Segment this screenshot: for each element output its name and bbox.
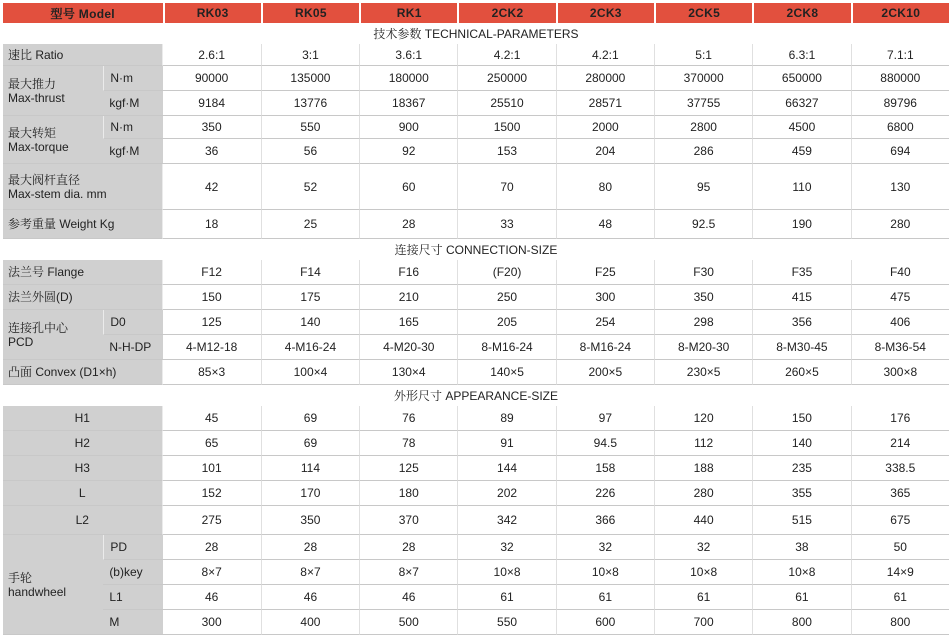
section-technical-title: 技术参数 TECHNICAL-PARAMETERS [3,23,949,44]
pcd-d0-label: D0 [103,310,162,335]
l-row-value: 280 [654,481,752,506]
weight-row-value: 18 [163,210,261,239]
handwheel-l1-value: 61 [457,585,555,610]
flange-od-row-value: 415 [752,285,850,310]
l2-row-value: 350 [261,506,359,535]
flange-od-row-value: 175 [261,285,359,310]
handwheel-m-value: 600 [556,610,654,635]
flange-od-row [3,285,949,310]
stem-value: 95 [654,164,752,210]
flange-row-value: F12 [163,260,261,285]
h1-row-value: 97 [556,406,654,431]
handwheel-l1-row [3,585,949,610]
weight-row-value: 280 [851,210,949,239]
pcd-nhdp-value: 8-M20-30 [654,335,752,360]
ratio-row-value: 4.2:1 [556,44,654,66]
stem-label-cn: 最大阀杆直径 [8,172,81,187]
convex-row-label: 凸面 Convex (D1×h) [3,360,163,385]
pcd-label [3,310,103,360]
model-name: 2CK10 [851,3,949,23]
handwheel-l1-label: L1 [103,585,162,610]
flange-od-row-value: 250 [457,285,555,310]
handwheel-pd-value: 32 [654,535,752,560]
weight-row-value: 33 [457,210,555,239]
handwheel-label [3,535,103,635]
thrust-kgf-value: 66327 [752,91,850,116]
thrust-nm-value: 650000 [752,66,850,91]
flange-od-row-value: 300 [556,285,654,310]
torque-kgf-value: 36 [163,139,261,164]
h1-row-value: 69 [261,406,359,431]
flange-row-value: F25 [556,260,654,285]
convex-row-value: 100×4 [261,360,359,385]
handwheel-key-value: 10×8 [752,560,850,585]
handwheel-l1-value: 46 [359,585,457,610]
pcd-nhdp-value: 8-M16-24 [556,335,654,360]
h3-row-value: 158 [556,456,654,481]
handwheel-key-value: 8×7 [261,560,359,585]
stem-value: 60 [359,164,457,210]
torque-nm-value: 2800 [654,116,752,139]
pcd-nhdp-value: 8-M16-24 [457,335,555,360]
ratio-row-value: 3.6:1 [359,44,457,66]
convex-row-value: 130×4 [359,360,457,385]
h1-row-value: 76 [359,406,457,431]
h3-row-label: H3 [3,456,163,481]
l2-row-value: 366 [556,506,654,535]
l2-row-value: 342 [457,506,555,535]
thrust-kgf-value: 89796 [851,91,949,116]
model-name: 2CK2 [457,3,555,23]
stem-value: 70 [457,164,555,210]
thrust-kgf-value: 13776 [261,91,359,116]
weight-row-value: 25 [261,210,359,239]
model-name: RK1 [359,3,457,23]
h3-row-value: 101 [163,456,261,481]
h1-row-value: 150 [752,406,850,431]
pcd-d0-value: 254 [556,310,654,335]
handwheel-key-value: 10×8 [556,560,654,585]
l-row [3,481,949,506]
h2-row-value: 69 [261,431,359,456]
flange-row-label: 法兰号 Flange [3,260,163,285]
torque-label-en: Max-torque [8,139,69,154]
flange-row-value: F14 [261,260,359,285]
handwheel-key-value: 10×8 [457,560,555,585]
handwheel-m-value: 400 [261,610,359,635]
h1-row-value: 89 [457,406,555,431]
ratio-row-value: 2.6:1 [163,44,261,66]
pcd-d0-row [3,310,949,335]
flange-row-value: (F20) [457,260,555,285]
h2-row [3,431,949,456]
torque-nm-row [3,116,949,139]
thrust-nm-value: 250000 [457,66,555,91]
convex-row-value: 300×8 [851,360,949,385]
thrust-nm-value: 180000 [359,66,457,91]
handwheel-l1-value: 61 [654,585,752,610]
l-row-label: L [3,481,163,506]
ratio-row-label: 速比 Ratio [3,44,163,66]
pcd-nhdp-value: 8-M36-54 [851,335,949,360]
weight-row-value: 48 [556,210,654,239]
l2-row-value: 675 [851,506,949,535]
flange-row-value: F30 [654,260,752,285]
thrust-nm-row [3,66,949,91]
pcd-nhdp-value: 4-M16-24 [261,335,359,360]
weight-row-value: 190 [752,210,850,239]
model-name: 2CK5 [654,3,752,23]
thrust-kgf-value: 18367 [359,91,457,116]
handwheel-key-value: 14×9 [851,560,949,585]
h2-row-value: 65 [163,431,261,456]
ratio-row [3,44,949,66]
handwheel-key-label: (b)key [103,560,162,585]
pcd-nhdp-value: 4-M12-18 [163,335,261,360]
torque-kgf-label: kgf·M [103,139,162,164]
h3-row-value: 114 [261,456,359,481]
l2-row-value: 275 [163,506,261,535]
thrust-kgf-value: 28571 [556,91,654,116]
thrust-kgf-label: kgf·M [103,91,162,116]
torque-nm-value: 1500 [457,116,555,139]
stem-value: 42 [163,164,261,210]
h2-row-value: 94.5 [556,431,654,456]
thrust-nm-value: 90000 [163,66,261,91]
thrust-label-cn: 最大推力 [8,76,57,91]
torque-kgf-value: 56 [261,139,359,164]
torque-nm-value: 550 [261,116,359,139]
h3-row-value: 125 [359,456,457,481]
h1-row-value: 176 [851,406,949,431]
handwheel-pd-value: 28 [359,535,457,560]
section-connection-title: 连接尺寸 CONNECTION-SIZE [3,239,949,260]
handwheel-l1-value: 61 [556,585,654,610]
h3-row-value: 338.5 [851,456,949,481]
flange-od-row-value: 210 [359,285,457,310]
h1-row [3,406,949,431]
convex-row-value: 85×3 [163,360,261,385]
header-row [3,3,949,23]
l-row-value: 180 [359,481,457,506]
torque-kgf-value: 459 [752,139,850,164]
handwheel-pd-value: 38 [752,535,850,560]
thrust-nm-value: 135000 [261,66,359,91]
l-row-value: 202 [457,481,555,506]
h2-row-label: H2 [3,431,163,456]
l2-row-value: 515 [752,506,850,535]
l-row-value: 226 [556,481,654,506]
flange-row-value: F16 [359,260,457,285]
pcd-d0-value: 356 [752,310,850,335]
weight-row-value: 28 [359,210,457,239]
ratio-row-value: 3:1 [261,44,359,66]
handwheel-pd-value: 28 [163,535,261,560]
model-name: RK03 [163,3,261,23]
spec-table [3,3,949,635]
handwheel-m-row [3,610,949,635]
torque-label [3,116,103,164]
h2-row-value: 91 [457,431,555,456]
stem-label [3,164,163,210]
ratio-row-value: 6.3:1 [752,44,850,66]
flange-row [3,260,949,285]
convex-row-value: 260×5 [752,360,850,385]
l2-row-value: 440 [654,506,752,535]
thrust-kgf-value: 25510 [457,91,555,116]
torque-kgf-value: 694 [851,139,949,164]
torque-nm-value: 4500 [752,116,850,139]
pcd-nhdp-value: 8-M30-45 [752,335,850,360]
section-appearance-title: 外形尺寸 APPEARANCE-SIZE [3,385,949,406]
l-row-value: 170 [261,481,359,506]
stem-value: 110 [752,164,850,210]
handwheel-m-label: M [103,610,162,635]
thrust-nm-value: 280000 [556,66,654,91]
flange-od-row-value: 350 [654,285,752,310]
h1-row-value: 45 [163,406,261,431]
handwheel-pd-value: 32 [457,535,555,560]
torque-kgf-row [3,139,949,164]
model-name: 2CK3 [556,3,654,23]
model-header: 型号 Model [3,3,163,23]
weight-row-value: 92.5 [654,210,752,239]
stem-label-en: Max-stem dia. mm [8,186,107,201]
thrust-kgf-value: 37755 [654,91,752,116]
torque-label-cn: 最大转矩 [8,125,57,140]
weight-row [3,210,949,239]
stem-value: 52 [261,164,359,210]
model-name: 2CK8 [752,3,850,23]
handwheel-key-value: 8×7 [359,560,457,585]
handwheel-m-value: 800 [851,610,949,635]
h3-row-value: 144 [457,456,555,481]
l2-row [3,506,949,535]
pcd-d0-value: 165 [359,310,457,335]
handwheel-l1-value: 61 [752,585,850,610]
section-connection [3,239,949,260]
handwheel-l1-value: 61 [851,585,949,610]
flange-od-row-label: 法兰外圆(D) [3,285,163,310]
l-row-value: 365 [851,481,949,506]
weight-row-label: 参考重量 Weight Kg [3,210,163,239]
flange-row-value: F40 [851,260,949,285]
handwheel-pd-row [3,535,949,560]
ratio-row-value: 7.1:1 [851,44,949,66]
convex-row-value: 200×5 [556,360,654,385]
ratio-row-value: 4.2:1 [457,44,555,66]
l2-row-label: L2 [3,506,163,535]
section-appearance [3,385,949,406]
handwheel-label-en: handwheel [8,584,67,599]
h2-row-value: 214 [851,431,949,456]
thrust-nm-label: N·m [103,66,162,91]
convex-row-value: 230×5 [654,360,752,385]
h2-row-value: 140 [752,431,850,456]
torque-nm-value: 900 [359,116,457,139]
handwheel-key-row [3,560,949,585]
torque-nm-label: N·m [103,116,162,139]
torque-kgf-value: 204 [556,139,654,164]
h1-row-label: H1 [3,406,163,431]
flange-row-value: F35 [752,260,850,285]
h3-row-value: 235 [752,456,850,481]
pcd-nhdp-row [3,335,949,360]
h1-row-value: 120 [654,406,752,431]
ratio-row-value: 5:1 [654,44,752,66]
model-name: RK05 [261,3,359,23]
pcd-nhdp-value: 4-M20-30 [359,335,457,360]
pcd-label-en: PCD [8,334,34,349]
handwheel-pd-label: PD [103,535,162,560]
handwheel-pd-value: 32 [556,535,654,560]
pcd-d0-value: 140 [261,310,359,335]
thrust-nm-value: 880000 [851,66,949,91]
pcd-label-cn: 连接孔中心 [8,320,69,335]
thrust-kgf-value: 9184 [163,91,261,116]
section-technical [3,23,949,44]
pcd-d0-value: 298 [654,310,752,335]
pcd-d0-value: 125 [163,310,261,335]
torque-kgf-value: 286 [654,139,752,164]
torque-nm-value: 350 [163,116,261,139]
torque-nm-value: 6800 [851,116,949,139]
flange-od-row-value: 475 [851,285,949,310]
handwheel-m-value: 700 [654,610,752,635]
pcd-d0-value: 406 [851,310,949,335]
h3-row-value: 188 [654,456,752,481]
handwheel-l1-value: 46 [261,585,359,610]
stem-value: 130 [851,164,949,210]
thrust-label [3,66,103,116]
handwheel-m-value: 550 [457,610,555,635]
handwheel-label-cn: 手轮 [8,570,33,585]
stem-value: 80 [556,164,654,210]
h3-row [3,456,949,481]
thrust-kgf-row [3,91,949,116]
handwheel-pd-value: 50 [851,535,949,560]
handwheel-l1-value: 46 [163,585,261,610]
handwheel-key-value: 10×8 [654,560,752,585]
handwheel-m-value: 300 [163,610,261,635]
torque-kgf-value: 92 [359,139,457,164]
pcd-nhdp-label: N-H-DP [103,335,162,360]
stem-row [3,164,949,210]
l-row-value: 152 [163,481,261,506]
handwheel-m-value: 500 [359,610,457,635]
handwheel-m-value: 800 [752,610,850,635]
l2-row-value: 370 [359,506,457,535]
handwheel-key-value: 8×7 [163,560,261,585]
convex-row [3,360,949,385]
pcd-d0-value: 205 [457,310,555,335]
torque-kgf-value: 153 [457,139,555,164]
thrust-label-en: Max-thrust [8,90,65,105]
l-row-value: 355 [752,481,850,506]
h2-row-value: 112 [654,431,752,456]
convex-row-value: 140×5 [457,360,555,385]
handwheel-pd-value: 28 [261,535,359,560]
h2-row-value: 78 [359,431,457,456]
thrust-nm-value: 370000 [654,66,752,91]
torque-nm-value: 2000 [556,116,654,139]
flange-od-row-value: 150 [163,285,261,310]
